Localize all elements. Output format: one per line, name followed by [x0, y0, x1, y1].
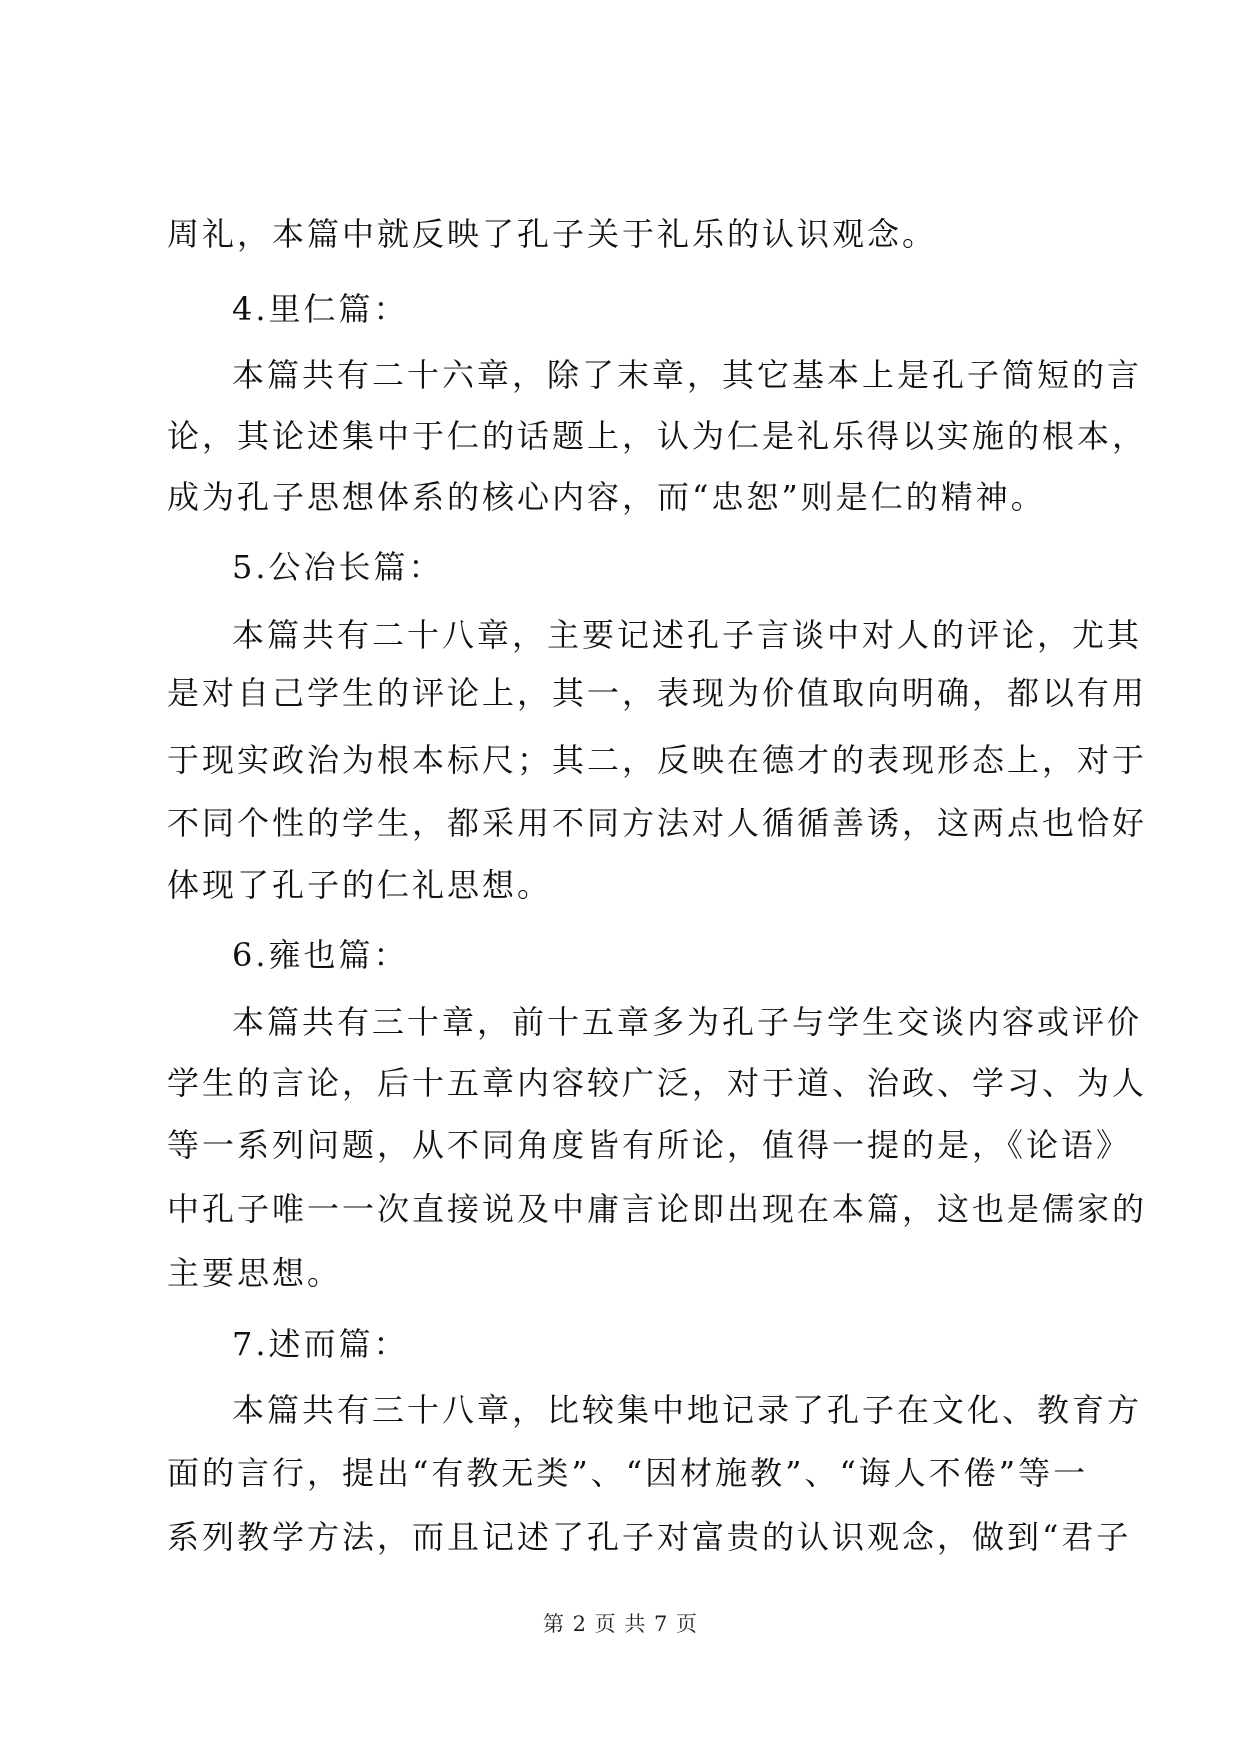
text-line: 中孔子唯一一次直接说及中庸言论即出现在本篇，这也是儒家的: [167, 1190, 1148, 1228]
text-line: 本篇共有三十章，前十五章多为孔子与学生交谈内容或评价: [232, 1003, 1143, 1041]
section-heading-shuer: 7.述而篇：: [232, 1325, 409, 1363]
text-line: 系列教学方法，而且记述了孔子对富贵的认识观念，做到“君子: [167, 1518, 1132, 1556]
text-line: 于现实政治为根本标尺；其二，反映在德才的表现形态上，对于: [167, 741, 1148, 779]
section-heading-gongyechang: 5.公冶长篇：: [232, 548, 444, 586]
text-line: 周礼，本篇中就反映了孔子关于礼乐的认识观念。: [167, 215, 938, 253]
text-line: 面的言行，提出“有教无类”、“因材施教”、“诲人不倦”等一: [167, 1454, 1089, 1492]
text-line: 主要思想。: [167, 1254, 343, 1292]
text-line: 不同个性的学生，都采用不同方法对人循循善诱，这两点也恰好: [167, 804, 1148, 842]
section-heading-liren: 4.里仁篇：: [232, 290, 409, 328]
section-heading-yongye: 6.雍也篇：: [232, 936, 409, 974]
text-line: 学生的言论，后十五章内容较广泛，对于道、治政、学习、为人: [167, 1064, 1148, 1102]
text-line: 本篇共有三十八章，比较集中地记录了孔子在文化、教育方: [232, 1391, 1143, 1429]
text-line: 本篇共有二十八章，主要记述孔子言谈中对人的评论，尤其: [232, 616, 1143, 654]
text-line: 体现了孔子的仁礼思想。: [167, 866, 553, 904]
text-line: 是对自己学生的评论上，其一，表现为价值取向明确，都以有用: [167, 674, 1148, 712]
text-line: 论，其论述集中于仁的话题上，认为仁是礼乐得以实施的根本，: [167, 417, 1148, 455]
text-line: 成为孔子思想体系的核心内容，而“忠恕”则是仁的精神。: [167, 478, 1046, 516]
text-line: 等一系列问题，从不同角度皆有所论，值得一提的是，《论语》: [167, 1126, 1132, 1164]
text-line: 本篇共有二十六章，除了末章，其它基本上是孔子简短的言: [232, 356, 1143, 394]
page-number-footer: 第 2 页 共 7 页: [542, 1612, 699, 1636]
